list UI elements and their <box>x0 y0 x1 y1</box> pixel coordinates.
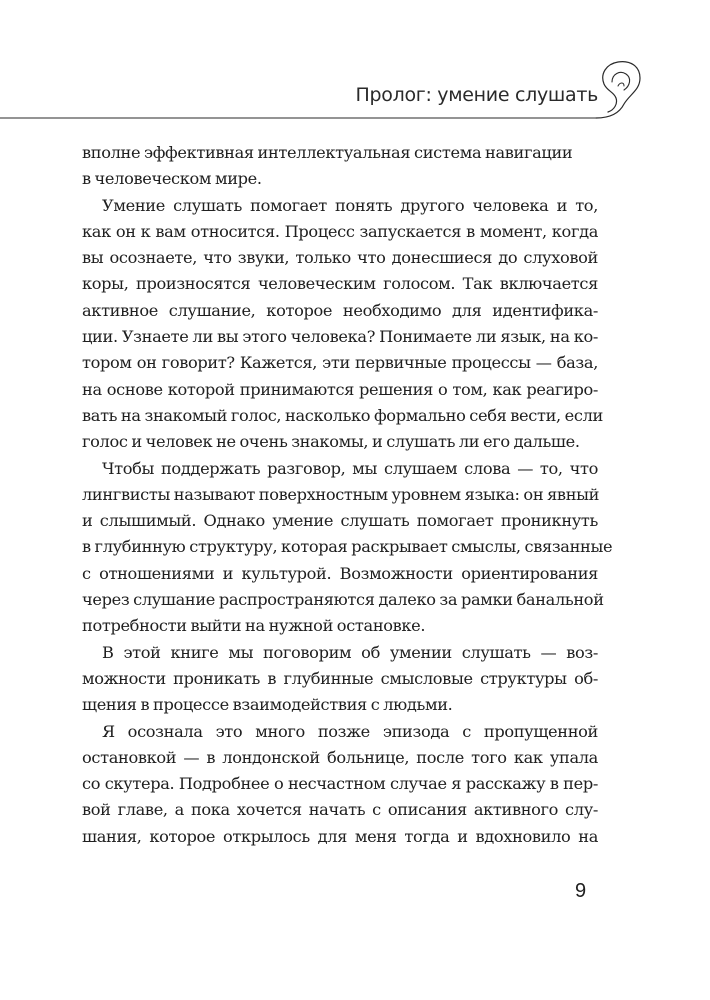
text-line: щения в процессе взаимодействия с людьми. <box>82 695 453 715</box>
text-line: вой главе, а пока хочется начать с описания активного слу- <box>82 800 598 820</box>
text-line: с отношениями и культурой. Возможности ориентирования <box>82 563 598 583</box>
running-header-title: Пролог: умение слушать <box>355 84 598 106</box>
text-line: Я осознала это много позже эпизода с пропущенной <box>102 721 598 741</box>
text-line: шания, которое открылось для меня тогда и вдохновило на <box>82 826 598 846</box>
text-line: в человеческом мире. <box>82 169 262 189</box>
text-line: и слышимый. Однако умение слушать помогает проникнуть <box>82 511 598 531</box>
text-line: как он к вам относится. Процесс запускается в момент, когда <box>82 221 598 241</box>
running-header <box>0 60 710 130</box>
text-line: в глубинную структуру, которая раскрывает смыслы, связанные <box>82 537 613 557</box>
text-line: лингвисты называют поверхностным уровнем языка: он явный <box>82 484 600 504</box>
text-line: вать на знакомый голос, насколько формально себя вести, если <box>82 405 603 425</box>
page-number: 9 <box>575 880 587 902</box>
text-line: активное слушание, которое необходимо для идентифика- <box>82 300 598 320</box>
text-line: голос и человек не очень знакомы, и слушать ли его дальше. <box>82 432 580 452</box>
text-line: Чтобы поддержать разговор, мы слушаем слова — то, что <box>102 458 598 478</box>
text-line: ции. Узнаете ли вы этого человека? Понимаете ли язык, на ко- <box>82 327 598 347</box>
text-line: можности проникать в глубинные смысловые структуры об- <box>82 668 598 688</box>
text-line: коры, произносятся человеческим голосом. Так включается <box>82 274 598 294</box>
body-text <box>82 140 613 850</box>
text-line: через слушание распространяются далеко за рамки банальной <box>82 590 604 610</box>
text-line: со скутера. Подробнее о несчастном случае я расскажу в пер- <box>82 774 598 794</box>
text-line: тором он говорит? Кажется, эти первичные процессы — база, <box>82 353 598 373</box>
text-line: остановкой — в лондонской больнице, после того как упала <box>82 747 598 767</box>
ear-icon <box>0 60 710 130</box>
text-line: В этой книге мы поговорим об умении слушать — воз- <box>102 642 598 662</box>
text-line: Умение слушать помогает понять другого человека и то, <box>102 195 598 215</box>
text-line: потребности выйти на нужной остановке. <box>82 616 426 636</box>
text-line: вполне эффективная интеллектуальная система навигации <box>82 143 573 162</box>
text-line: на основе которой принимаются решения о том, как реагиро- <box>82 379 598 399</box>
text-line: вы осознаете, что звуки, только что донесшиеся до слуховой <box>82 248 598 268</box>
